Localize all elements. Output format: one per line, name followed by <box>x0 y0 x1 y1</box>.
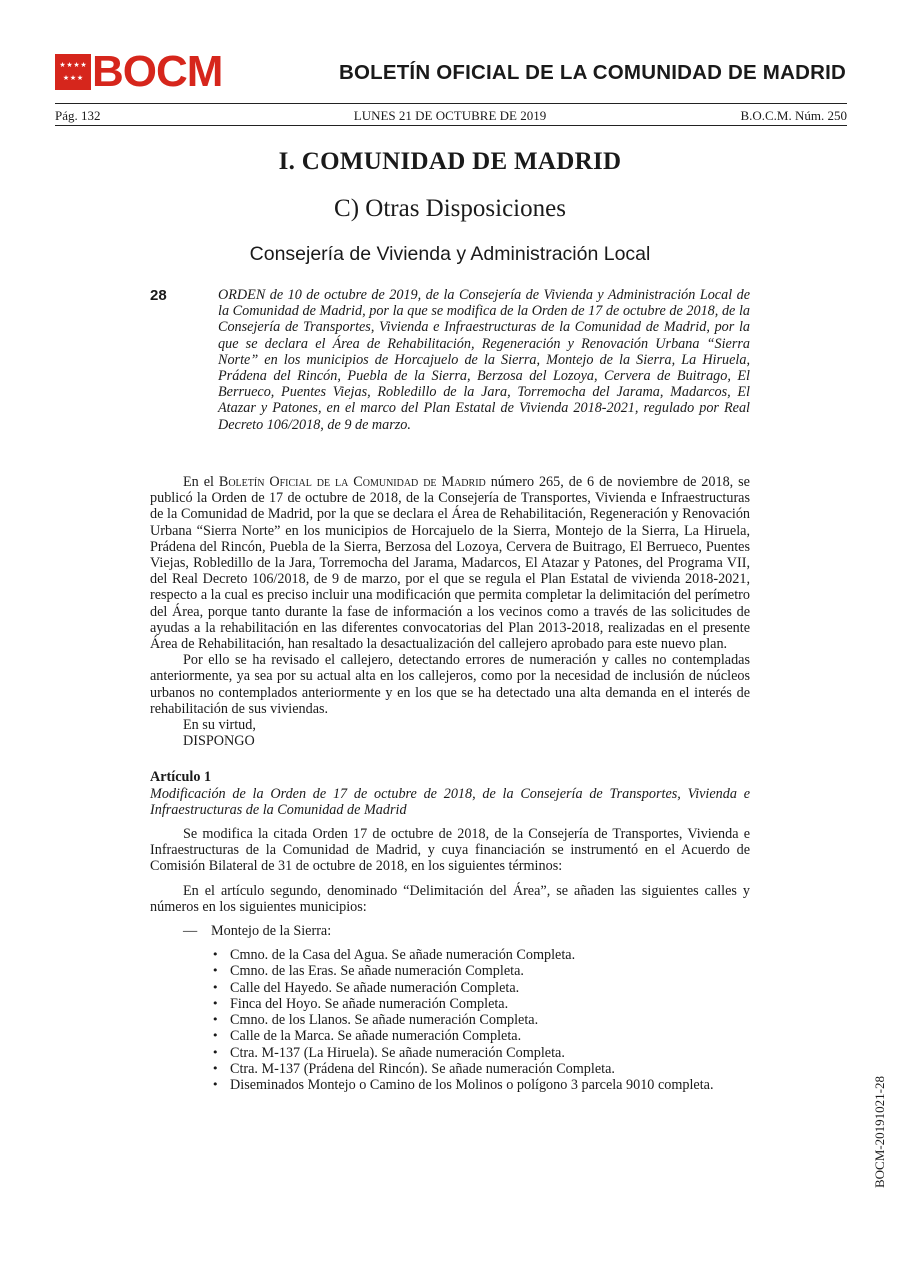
issue-number: B.O.C.M. Núm. 250 <box>740 108 847 123</box>
paragraph-5: En el artículo segundo, denominado “Delimitación del Área”, se añaden las siguientes calles y números en los siguientes municipios: <box>150 882 750 915</box>
bulletin-title: BOLETÍN OFICIAL DE LA COMUNIDAD DE MADRID <box>338 61 846 84</box>
list-item: • Cmno. de las Eras. Se añade numeración Completa. <box>212 963 750 979</box>
paragraph-2: Por ello se ha revisado el callejero, detectando errores de numeración y calles no contempladas anteriormente, ya sea por su actual alta en los callejeros, como por la necesidad de inclusión de núcleos urbanos no contemplados anteriormente y en los que se ha detectado una alta demanda en el interés de rehabilitación de sus viviendas. <box>150 652 750 717</box>
municipality-name: Montejo de la Sierra: <box>211 923 332 940</box>
header-rule-bottom <box>55 125 847 126</box>
municipality-entry <box>150 923 750 939</box>
logo-text: BOCM <box>92 47 223 96</box>
bulletin-name: Boletín Oficial de la Comunidad de Madrid <box>218 474 486 490</box>
paragraph-1: En el Boletín Oficial de la Comunidad de Madrid número 265, de 6 de noviembre de 2018, se publicó la Orden de 17 de octubre de 2018, de la Consejería de Transportes, Vivienda e Infraestructuras de la Comunidad de Madrid, por la que se declara el Área de Rehabilitación, Regeneración y Renovación Urbana “Sierra Norte” en los municipios de Horcajuelo de la Sierra, Montejo de la Sierra, La Hiruela, Prádena del Rincón, Puebla de la Sierra, Berzosa del Lozoya, Cervera de Buitrago, El Berrueco, Puentes Viejas, Robledillo de la Jara, Torremocha del Jarama, Madarcos, El Atazar y Patones, del Programa VII, del Real Decreto 106/2018, de 9 de marzo, por el que se regula el Plan Estatal de vivienda 2018-2021, respecto a la cual es preciso incluir una modificación que permita completar la delimitación del perímetro del Área, porque tanto durante la fase de información a los vecinos como a través de las solicitudes de ayudas a la rehabilitación en las diferentes convocatorias del Plan 2013-2018, realizadas en el presente Área de Rehabilitación, han resaltado la desactualización del callejero aprobado para este nuevo plan. <box>150 474 750 653</box>
bocm-logo <box>55 47 223 96</box>
list-item: • Ctra. M-137 (La Hiruela). Se añade numeración Completa. <box>212 1045 750 1061</box>
paragraph-4: Se modifica la citada Orden 17 de octubre de 2018, de la Consejería de Transportes, Vivienda e Infraestructuras de la Comunidad de Madrid, y cuya financiación se instrumentó en el Acuerdo de Comisión Bilateral de 31 de octubre de 2018, en los siguientes términos: <box>150 826 750 875</box>
list-item: • Cmno. de los Llanos. Se añade numeración Completa. <box>212 1012 750 1028</box>
order-number: 28 <box>150 287 167 304</box>
list-item: • Ctra. M-137 (Prádena del Rincón). Se añade numeración Completa. <box>212 1061 750 1077</box>
article-subtitle: Modificación de la Orden de 17 de octubre de 2018, de la Consejería de Transportes, Vivienda e Infraestructuras de la Comunidad de Madrid <box>150 785 750 818</box>
list-item: • Calle de la Marca. Se añade numeración Completa. <box>212 1028 750 1044</box>
subsection-heading: C) Otras Disposiciones <box>334 195 566 222</box>
list-item: • Finca del Hoyo. Se añade numeración Completa. <box>212 996 750 1012</box>
list-item: • Calle del Hayedo. Se añade numeración Completa. <box>212 980 750 996</box>
section-heading: I. COMUNIDAD DE MADRID <box>278 148 622 175</box>
page-number: Pág. 132 <box>55 108 101 123</box>
madrid-flag-icon: ★ ★ ★ ★ ★ ★ ★ <box>55 54 91 90</box>
document-code: BOCM-20191021-28 <box>872 1076 887 1188</box>
paragraph-3: En su virtud, <box>183 717 256 734</box>
header-rule-top <box>55 103 847 104</box>
street-list <box>150 947 750 1093</box>
department-heading: Consejería de Vivienda y Administración Local <box>249 243 651 265</box>
list-item: • Cmno. de la Casa del Agua. Se añade numeración Completa. <box>212 947 750 963</box>
dash-marker: — <box>183 923 198 940</box>
dispongo-heading: DISPONGO <box>183 733 255 750</box>
document-body <box>150 474 750 1093</box>
list-item: • Diseminados Montejo o Camino de los Molinos o polígono 3 parcela 9010 completa. <box>212 1077 750 1093</box>
order-title: ORDEN de 10 de octubre de 2019, de la Consejería de Vivienda y Administración Local de la Comunidad de Madrid, por la que se modifica de la Orden de 17 de octubre de 2018, de la Consejería de Transportes, Vivienda e Infraestructuras de la Comunidad de Madrid, por la que se declara el Área de Rehabilitación, Regeneración y Renovación Urbana “Sierra Norte” en los municipios de Horcajuelo de la Sierra, Montejo de la Sierra, La Hiruela, Prádena del Rincón, Puebla de la Sierra, Berzosa del Lozoya, Cervera de Buitrago, El Berrueco, Puentes Viejas, Robledillo de la Jara, Torremocha del Jarama, Madarcos, El Atazar y Patones, en el marco del Plan Estatal de Vivienda 2018-2021, regulado por Real Decreto 106/2018, de 9 de marzo. <box>218 287 750 433</box>
article-title: Artículo 1 <box>150 769 212 786</box>
issue-date: LUNES 21 DE OCTUBRE DE 2019 <box>353 108 547 123</box>
